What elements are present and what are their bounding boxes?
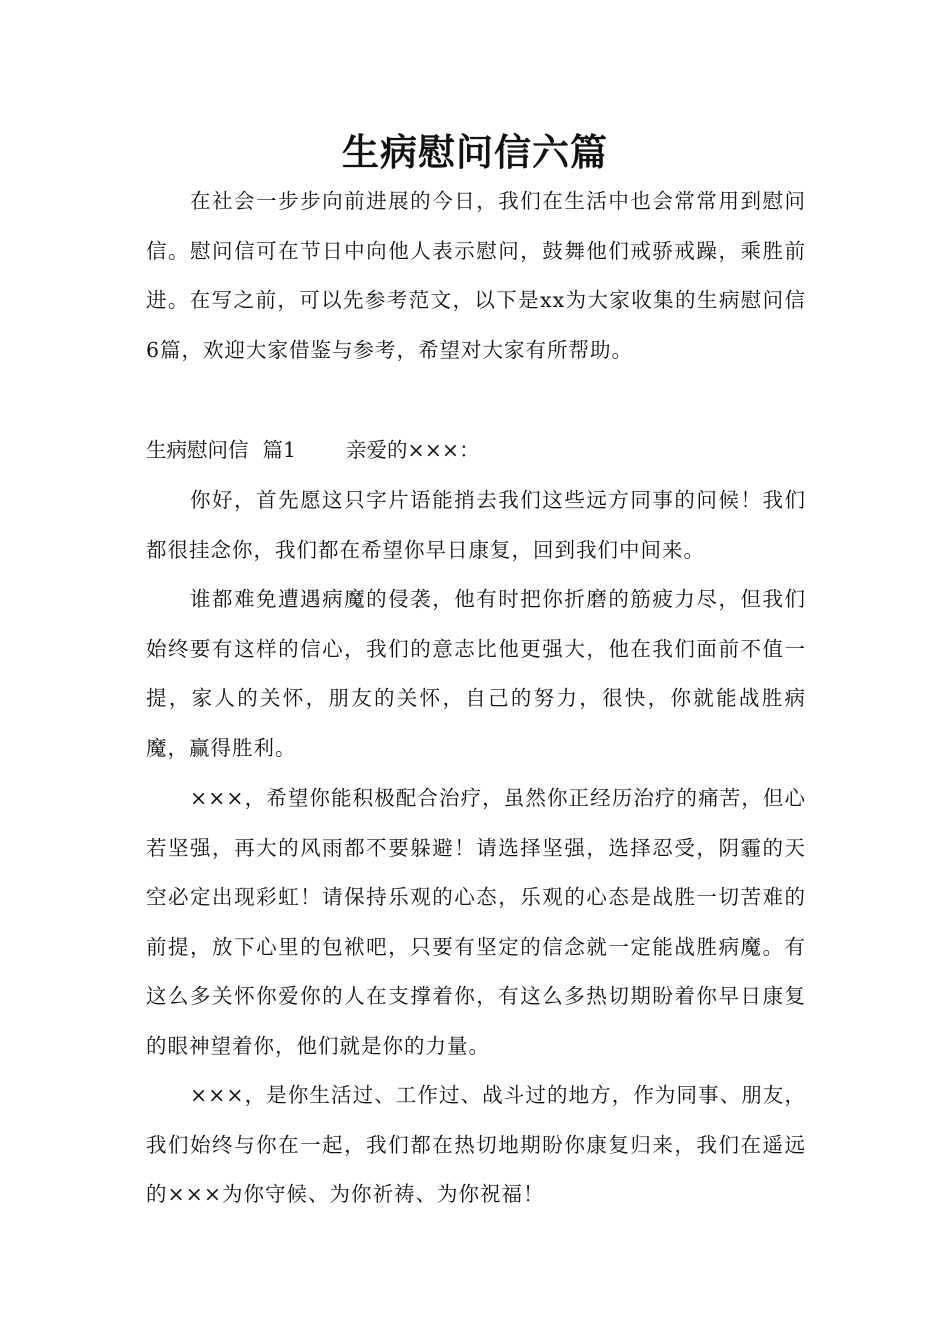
letter-paragraph-2: 谁都难免遭遇病魔的侵袭，他有时把你折磨的筋疲力尽，但我们始终要有这样的信心，我们的意志比他更强大，他在我们面前不值一提，家人的关怀，朋友的关怀，自己的努力，很快，你就能战胜病魔，赢得胜利。 (146, 587, 806, 760)
section-title: 生病慰问信 (146, 438, 249, 462)
section-number: 篇1 (262, 438, 297, 462)
letter-paragraph-4: ×××，是你生活过、工作过、战斗过的地方，作为同事、朋友，我们始终与你在一起，我们都在热切地期盼你康复归来，我们在遥远的×××为你守候、为你祈祷、为你祝福！ (146, 1083, 806, 1206)
intro-paragraph: 在社会一步步向前进展的今日，我们在生活中也会常常用到慰问信。慰问信可在节日中向他人表示慰问，鼓舞他们戒骄戒躁，乘胜前进。在写之前，可以先参考范文，以下是xx为大家收集的生病慰问信6篇，欢迎大家借鉴与参考，希望对大家有所帮助。 (146, 189, 806, 362)
letter-paragraph-3: ×××，希望你能积极配合治疗，虽然你正经历治疗的痛苦，但心若坚强，再大的风雨都不要躲避！请选择坚强，选择忍受，阴霾的天空必定出现彩虹！请保持乐观的心态，乐观的心态是战胜一切苦难的前提，放下心里的包袱吧，只要有坚定的信念就一定能战胜病魔。有这么多关怀你爱你的人在支撑着你，有这么多热切期盼着你早日康复的眼神望着你，他们就是你的力量。 (146, 786, 806, 1058)
letter-paragraph-1: 你好，首先愿这只字片语能捎去我们这些远方同事的问候！我们都很挂念你，我们都在希望你早日康复，回到我们中间来。 (146, 488, 806, 562)
section-heading (146, 426, 806, 476)
salutation: 亲爱的×××： (346, 438, 480, 462)
document-title: 生病慰问信六篇 (342, 131, 608, 174)
